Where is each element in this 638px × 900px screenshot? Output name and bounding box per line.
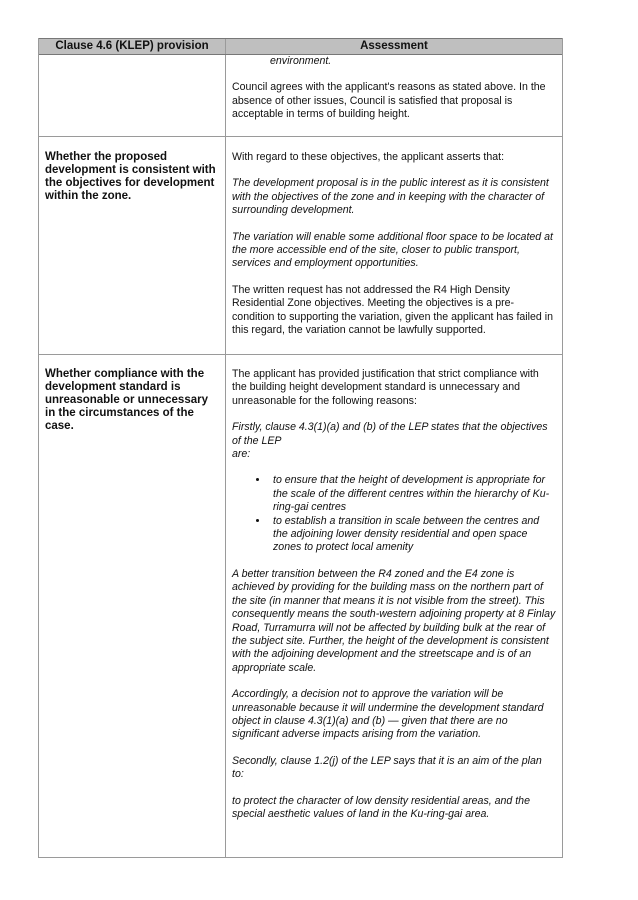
assessment-paragraph: The development proposal is in the public interest as it is consistent with the objectives of the zone and in keeping with the character of surrounding development. [232, 177, 549, 217]
provision-cell [39, 355, 226, 857]
assessment-table [38, 38, 563, 858]
assessment-cell [226, 55, 562, 136]
assessment-paragraph: The variation will enable some additional floor space to be located at the more accessible end of the site, closer to public transport, services and employment opportunities. [232, 230, 553, 270]
assessment-paragraph: Accordingly, a decision not to approve the variation will be unreasonable because it will undermine the development standard object in clause 4.3(1)(a) and (b) — given that there are no significant adverse impacts arising from the variation. [232, 688, 544, 741]
assessment-cell [226, 355, 562, 857]
objectives-list [232, 474, 556, 554]
assessment-paragraph: Secondly, clause 1.2(j) of the LEP says that it is an aim of the plan to: [232, 754, 542, 781]
assessment-paragraph: Firstly, clause 4.3(1)(a) and (b) of the LEP states that the objectives of the LEP [232, 421, 548, 447]
provision-cell [39, 55, 226, 136]
provision-label: Whether compliance with the development standard is unreasonable or unnecessary in the circumstances of the case. [45, 368, 208, 432]
table-row [39, 55, 562, 137]
header-assessment: Assessment [360, 40, 428, 52]
provision-label: Whether the proposed development is consistent with the objectives for development within the zone. [45, 151, 216, 202]
assessment-cell [226, 137, 562, 354]
assessment-paragraph: The applicant has provided justification that strict compliance with the building height development standard is unnecessary and unreasonable for the following reasons: [232, 368, 539, 407]
assessment-paragraph: are: [232, 448, 251, 461]
assessment-paragraph: Council agrees with the applicant's reasons as stated above. In the absence of other issues, Council is satisfied that proposal is acceptable in terms of building height. [232, 81, 546, 121]
assessment-paragraph: A better transition between the R4 zoned and the E4 zone is achieved by providing for the building mass on the northern part of the site (in manner that means it is not visible from the street). This consequently means the south-western adjoining property at 8 Finlay Road, Turramurra will not be affected by building bulk at the rear of the subject site. Further, the height of the development is consistent with the adjoining development and the streetscape and is of an appropriate scale. [232, 567, 556, 674]
assessment-paragraph: to protect the character of low density residential areas, and the special aesthetic values of land in the Ku-ring-gai area. [232, 794, 530, 820]
provision-cell [39, 137, 226, 354]
table-header-row [39, 38, 562, 55]
assessment-paragraph: The written request has not addressed the R4 High Density Residential Zone objectives. Meeting the objectives is a pre-condition to supporting the variation, given the applicant has failed in this regard, the variation cannot be lawfully supported. [232, 283, 553, 337]
table-row [39, 137, 562, 355]
list-item: • to establish a transition in scale between the centres and the adjoining lower density residential and open space zones to protect local amenity [269, 515, 556, 555]
list-item: • to ensure that the height of development is appropriate for the scale of the different centres within the hierarchy of Ku-ring-gai centres [269, 474, 556, 514]
assessment-paragraph: environment. [270, 55, 332, 67]
assessment-paragraph: With regard to these objectives, the applicant asserts that: [232, 151, 505, 163]
table-row [39, 355, 562, 858]
header-provision: Clause 4.6 (KLEP) provision [39, 39, 226, 54]
